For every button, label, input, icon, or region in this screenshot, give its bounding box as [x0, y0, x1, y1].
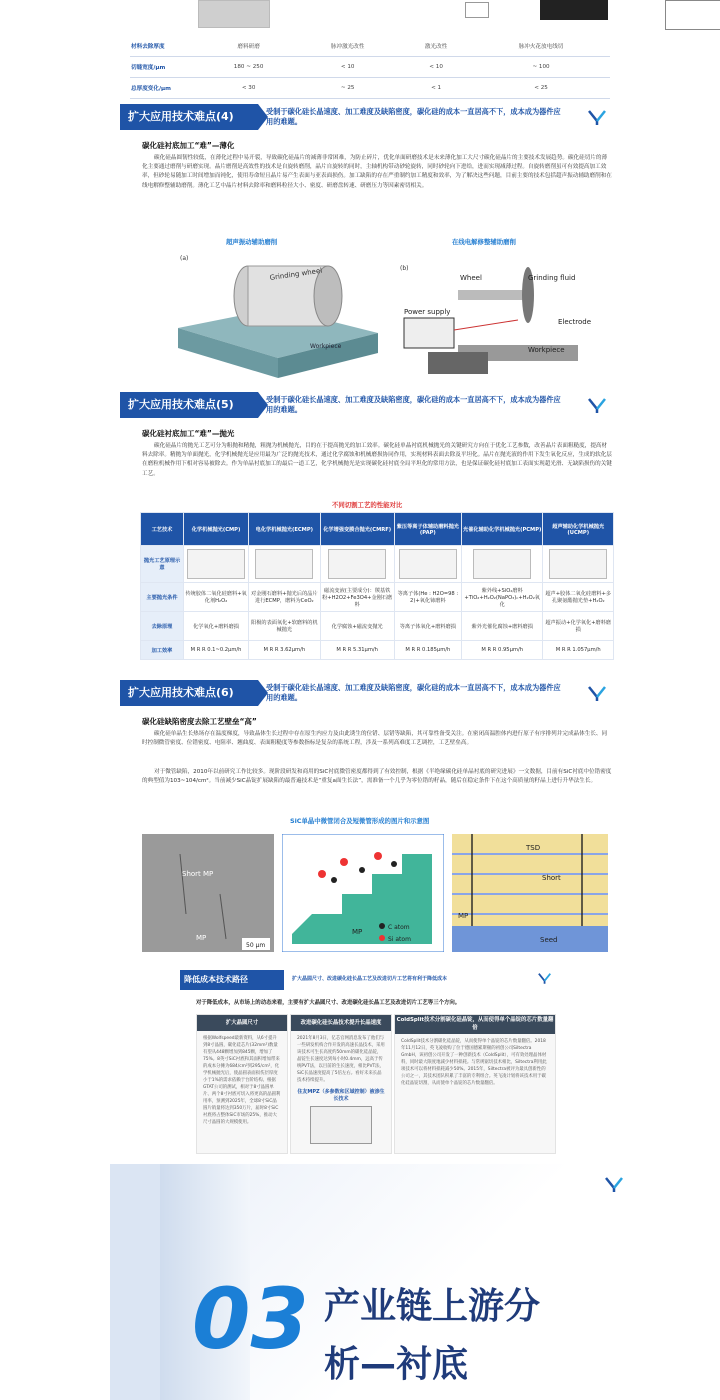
spec-cell: ~ 25: [295, 78, 400, 99]
fig-b-wheel: Wheel: [460, 274, 482, 282]
micropipe-micrograph: [142, 834, 274, 952]
cmp-header-cell: 光催化辅助化学机械抛光(PCMP): [461, 513, 542, 546]
cmp-header-cell: 紫压等离子体辅助磨料抛光(PAP): [394, 513, 461, 546]
top-figure-strip: [130, 0, 610, 30]
process-schematic: [187, 549, 245, 579]
cmp-cell: 超声+胶体二氧化硅磨料+多孔聚氨酯抛光垫+H₂O₂: [543, 583, 614, 612]
cmp-cell: 化学氧化+磨料磨损: [184, 612, 249, 641]
cmp-cell: M R R 5.31μm/h: [320, 641, 394, 660]
cost-col2-title: 改进碳化硅长晶技术提升长晶速度: [291, 1015, 391, 1031]
cost-desc: 扩大晶圆尺寸、改进碳化硅长晶工艺及改进切片工艺将有利于降低成本: [292, 976, 448, 982]
cost-col2-sub: 住友MPZ（多参数和区域控制）液渗生长技术: [297, 1089, 385, 1102]
cmp-header-cell: 超声辅助化学机械抛光(UCMP): [543, 513, 614, 546]
section6-heading: 碳化硅缺陷密度去除工艺壁垒“高”: [142, 717, 257, 726]
cost-lead: 对于降低成本，从市场上的动态来看，主要有扩大晶圆尺寸、改进碳化硅长晶工艺及改进切片工艺等三个方向。: [196, 1000, 461, 1006]
fig2-si-atom: Si atom: [388, 936, 411, 943]
chapter-title-line1: 产业链上游分: [324, 1286, 541, 1327]
section4-heading: 碳化硅衬底加工“难”—薄化: [142, 141, 235, 150]
mpz-diagram: [310, 1106, 372, 1144]
fig1-mp: MP: [196, 934, 207, 942]
fig-a-label: (a): [180, 255, 189, 262]
section6-desc: 受制于碳化硅长晶速度、加工难度及缺陷密度，碳化硅的成本一直居高不下，成本成为器件应用的难题。: [266, 683, 561, 702]
company-logo-icon: [536, 970, 556, 986]
spec-cell: < 10: [295, 57, 400, 78]
cmp-cell: 紫外光催化腐蚀+磨料磨损: [461, 612, 542, 641]
cost-band: [180, 970, 556, 990]
fig2-c-atom: C atom: [388, 924, 410, 931]
cost-col3-text: ColdSplit技术分割碳化硅晶锭，从而使得单个晶锭的芯片数量翻倍。2018年11月12日，英飞凌收购了位于德国德累斯顿的初创公司Siltectra GmbH，该初创公司开发了一种创新技术（ColdSplit），可有效处理晶体材料，同时最大限度地减少材料损耗。与常规锯切技术相比，Siltectra利用此项技术可以将材料损耗减少50%。2015年，Siltectra被评为最具创新性的公司之一，其技术团队积累了丰富的专利组合。英飞凌计划将该技术用于碳化硅晶锭切割，从而使单个晶锭的芯片数量翻倍。: [401, 1039, 547, 1086]
fig-b-electrode: Electrode: [558, 318, 592, 326]
spec-row: [130, 78, 610, 99]
fig2-mp: MP: [352, 928, 363, 936]
fig3-seed: Seed: [540, 936, 558, 944]
section6-para2: 对于微管缺陷，2010年以前研究工作比较多。现阶段研发和商用的SiC衬底微管密度都得到了有效控制，根据《半绝缘碳化硅单晶衬底的研究进展》一文数据，目前有SiC衬底中位错密度的典型值为103~104/cm²。当前减少SiC晶锭扩展缺陷的最普遍技术是“重复a面生长法”，需准备一个几乎为零位错的籽晶，随后在稳定条件下在这个高质量的籽晶上进行升华法生长。: [142, 769, 612, 785]
section6-tag: 扩大应用技术难点(6): [120, 680, 258, 706]
process-schematic: [399, 549, 457, 579]
fig-b-label: (b): [400, 265, 409, 272]
company-logo-icon: [585, 395, 613, 415]
cost-col1: [196, 1014, 288, 1154]
cmp-row: [141, 546, 614, 583]
fig3-mp: MP: [458, 912, 469, 920]
cmp-cell: M R R 1.057μm/h: [543, 641, 614, 660]
cmp-cell: 等离子体(He : H2O=98 : 2)+氧化铈磨料: [394, 583, 461, 612]
chapter-title-line2: 析—衬底: [324, 1344, 469, 1385]
cmp-cell: 化学腐蚀+磁流变抛光: [320, 612, 394, 641]
chapter-number: 03: [192, 1270, 309, 1368]
spec-cell: < 25: [472, 78, 610, 99]
chapter-cover: [110, 1164, 644, 1400]
cmp-row-label: 加工效率: [141, 641, 184, 660]
cmp-cell: M R R 0.185μm/h: [394, 641, 461, 660]
fig1-scale: 50 μm: [246, 942, 266, 949]
spec-row: [130, 36, 610, 57]
section4-band: [120, 104, 615, 130]
section4-fig-left-cap: 超声振动辅助磨削: [226, 238, 278, 246]
process-schematic: [328, 549, 386, 579]
section6-band: [120, 680, 615, 706]
section5-para: 碳化硅晶片的抛光工艺可分为粗抛和精抛，粗抛为机械抛光，目的在于提高抛光的加工效率。碳化硅单晶衬底机械抛光的关键研究方向在于优化工艺参数，改善晶片表面粗糙度，提高材料去除率。精抛为单面抛光，化学机械抛光是应用最为广泛的抛光技术，通过化学腐蚀和机械磨损协同作用，实现材料表面去除及平坦化。晶片在抛光液的作用下发生氧化反应，生成的软化层在磨粒机械作用下相对容易被除去。作为单晶衬底加工的最后一道工艺，化学机械抛光是实现碳化硅衬底全局平坦化的常用方法，也是保证碳化硅衬底加工表面实现超光滑、无缺陷损伤的关键工艺。: [142, 443, 612, 477]
fig-a-workpiece: Workpiece: [310, 343, 342, 350]
spec-cell: < 10: [400, 57, 472, 78]
cmp-schematic-cell: [184, 546, 249, 583]
fig-b-power: Power supply: [404, 308, 451, 316]
cmp-row: [141, 641, 614, 660]
cmp-cell: 传统胶体二氧化硅磨料+氧化剂H₂O₂: [184, 583, 249, 612]
section6-fig-cap: SiC单晶中微管闭合及短微管形成的图片和示意图: [290, 817, 430, 825]
cmp-row-label: 去除原理: [141, 612, 184, 641]
spec-table: [130, 36, 610, 99]
company-logo-icon: [602, 1174, 630, 1194]
cmp-schematic-cell: [249, 546, 321, 583]
process-schematic: [549, 549, 607, 579]
spec-cell: < 1: [400, 78, 472, 99]
spec-cell: 磨料研磨: [202, 36, 295, 57]
cmp-cell: M R R 0.95μm/h: [461, 641, 542, 660]
cmp-header-row: [141, 513, 614, 546]
cmp-cell: 对金刚石磨料+抛光后的晶片进行ECMP，磨料为CeO₂: [249, 583, 321, 612]
cmp-schematic-cell: [394, 546, 461, 583]
cmp-schematic-cell: [543, 546, 614, 583]
section5-heading: 碳化硅衬底加工“难”—抛光: [142, 429, 235, 438]
spec-cell: < 30: [202, 78, 295, 99]
fig-a-wheel: Grinding wheel: [269, 266, 323, 282]
cmp-table: [140, 512, 614, 660]
fig3-short: Short: [542, 874, 561, 882]
cmp-cell: 超声振动+化学氧化+磨料磨损: [543, 612, 614, 641]
cmp-cell: 阳极的表面氧化+软磨料的机械抛光: [249, 612, 321, 641]
spec-row-label: 切缝宽度/μm: [130, 57, 202, 78]
cmp-cell: 磁流变液(主要成分)：羰基铁粉+H2O2+Fe3O4+金刚石磨料: [320, 583, 394, 612]
section5-desc: 受制于碳化硅长晶速度、加工难度及缺陷密度，碳化硅的成本一直居高不下，成本成为器件应用的难题。: [266, 395, 561, 414]
cmp-row-label: 主要抛光条件: [141, 583, 184, 612]
cmp-cell: 等离子体氧化+磨料磨损: [394, 612, 461, 641]
section4-fig-right-cap: 在线电解修整辅助磨削: [452, 238, 516, 246]
cmp-schematic-cell: [320, 546, 394, 583]
section5-table-title: 不同切割工艺的性能对比: [332, 501, 403, 509]
cmp-cell: M R R 3.62μm/h: [249, 641, 321, 660]
cost-tag: 降低成本技术路径: [180, 970, 284, 990]
spec-row-label: 材料去除厚度: [130, 36, 202, 57]
cost-col3-title: ColdSplit技术分割碳化硅晶锭，从而使得单个晶锭的芯片数量翻倍: [395, 1015, 555, 1034]
grinding-figure-a: [178, 248, 378, 378]
spec-row: [130, 57, 610, 78]
cmp-header-cell: 工艺技术: [141, 513, 184, 546]
section4-tag: 扩大应用技术难点(4): [120, 104, 258, 130]
cmp-header-cell: 化学增强变膜合抛光(CMRF): [320, 513, 394, 546]
section4-para: 碳化硅晶圆韧性较低，在薄化过程中易开裂，导致碳化硅晶片的减薄非常困难，为防止碎片，优化单面研磨技术是未来薄化加工大尺寸碳化硅晶片的主要技术发展趋势。碳化硅切片的薄化主要通过磨削与研磨实现。晶片磨削是高效性的技术是自旋转磨削，晶片自旋转的同时，主轴机构带动砂轮旋转，同时砂轮向下进给，进而实现减薄过程。自旋转磨削虽可有效提高加工效率，但砂轮易随加工时间增加而钝化，使用寿命短且晶片易产生表面与亚表面损伤。加工缺陷的存在严重制约加工精度和效率，为了解决这些问题，目前主要的技术包括超声振动辅助磨削和在线电解修整辅助磨削。薄化工艺中晶片材料去除率和磨料粒径大小、密度、研磨盘转速、研磨压力等因素密切相关。: [142, 155, 612, 189]
spec-cell: 脉冲激光改性: [295, 36, 400, 57]
cost-col1-text: 根据Wolfspeed最新资料，从6寸提升到8寸晶圆，碳化硅芯片(32mm²)数量有望从448颗增加到845颗，增加了75%。8英寸SiC衬底和其面积增加带来的成本分摊为684/cm²到295/cm²，化学机械抛光后，使晶圆表面损伤层厚度小于1%的需求依赖于台阶结构。根据GTAT公司的测试，相对于8寸晶圆单片、两个8寸衬底可切入将更高的晶圆利用率，预测到2025年，全球8寸SiC晶圆片销量将达到350万片，届时8寸SiC衬底将占整体SiC市场的25%，推动大尺寸晶圆的大规模使用。: [203, 1036, 281, 1125]
cmp-row: [141, 612, 614, 641]
cmp-row: [141, 583, 614, 612]
cmp-schematic-cell: [461, 546, 542, 583]
fig-b-fluid: Grinding fluid: [528, 274, 576, 282]
section4-desc: 受制于碳化硅长晶速度、加工难度及缺陷密度，碳化硅的成本一直居高不下，成本成为器件应用的难题。: [266, 107, 561, 126]
section5-band: [120, 392, 615, 418]
spec-cell: 180 ~ 250: [202, 57, 295, 78]
company-logo-icon: [585, 107, 613, 127]
cmp-cell: M R R 0.1~0.2μm/h: [184, 641, 249, 660]
cmp-row-label: 抛光工艺原理示意: [141, 546, 184, 583]
spec-cell: ~ 100: [472, 57, 610, 78]
cost-col2-text: 2021年8月3日，亿芯官网消息发布了他们与一些研发机构合作开发的高速长晶技术，采用该技术可生长高度约50mm的碳化硅晶锭，晶锭生长速度达到每小时0.4mm，远高于传统PVT法，以目前的生长速度，相比PVT法，SiC长晶速度提高了5倍左右。看好未来长晶技术持续提升。: [297, 1036, 385, 1083]
fig-b-workpiece: Workpiece: [528, 346, 565, 354]
cost-col2: [290, 1014, 392, 1154]
cmp-cell: 紫外线+SiO₂磨料+TiO₂+H₂O₂(NaPO₃)ₙ+H₂O₂氧化: [461, 583, 542, 612]
cost-col3: [394, 1014, 556, 1154]
cmp-header-cell: 电化学机械抛光(ECMP): [249, 513, 321, 546]
spec-cell: 激光改性: [400, 36, 472, 57]
fig1-short-mp: Short MP: [182, 870, 214, 878]
cmp-header-cell: 化学机械抛光(CMP): [184, 513, 249, 546]
company-logo-icon: [585, 683, 613, 703]
spec-cell: 脉冲火花放电线切: [472, 36, 610, 57]
cost-col1-title: 扩大晶圆尺寸: [197, 1015, 287, 1031]
tsd-diagram: [452, 834, 608, 952]
fig3-tsd: TSD: [526, 844, 541, 852]
process-schematic: [255, 549, 313, 579]
section5-tag: 扩大应用技术难点(5): [120, 392, 258, 418]
grinding-figure-b: [398, 260, 608, 380]
spec-row-label: 总厚度变化/μm: [130, 78, 202, 99]
atom-step-diagram: [282, 834, 444, 952]
section6-para1: 碳化硅单晶生长热场存在温度梯度，导致晶体生长过程中存在原生内应力及由此诱生的位错、层错等缺陷，其可靠性备受关注。在密闭高温腔体内进行原子有序排列并完成晶体生长、同时控制微管密度、位错密度、电阻率、翘曲度、表面粗糙度等参数指标是复杂的系统工程，涉及一系列高难度工艺调控，工艺壁垒高。: [142, 731, 608, 747]
process-schematic: [473, 549, 531, 579]
cover-stripe: [110, 1164, 160, 1400]
